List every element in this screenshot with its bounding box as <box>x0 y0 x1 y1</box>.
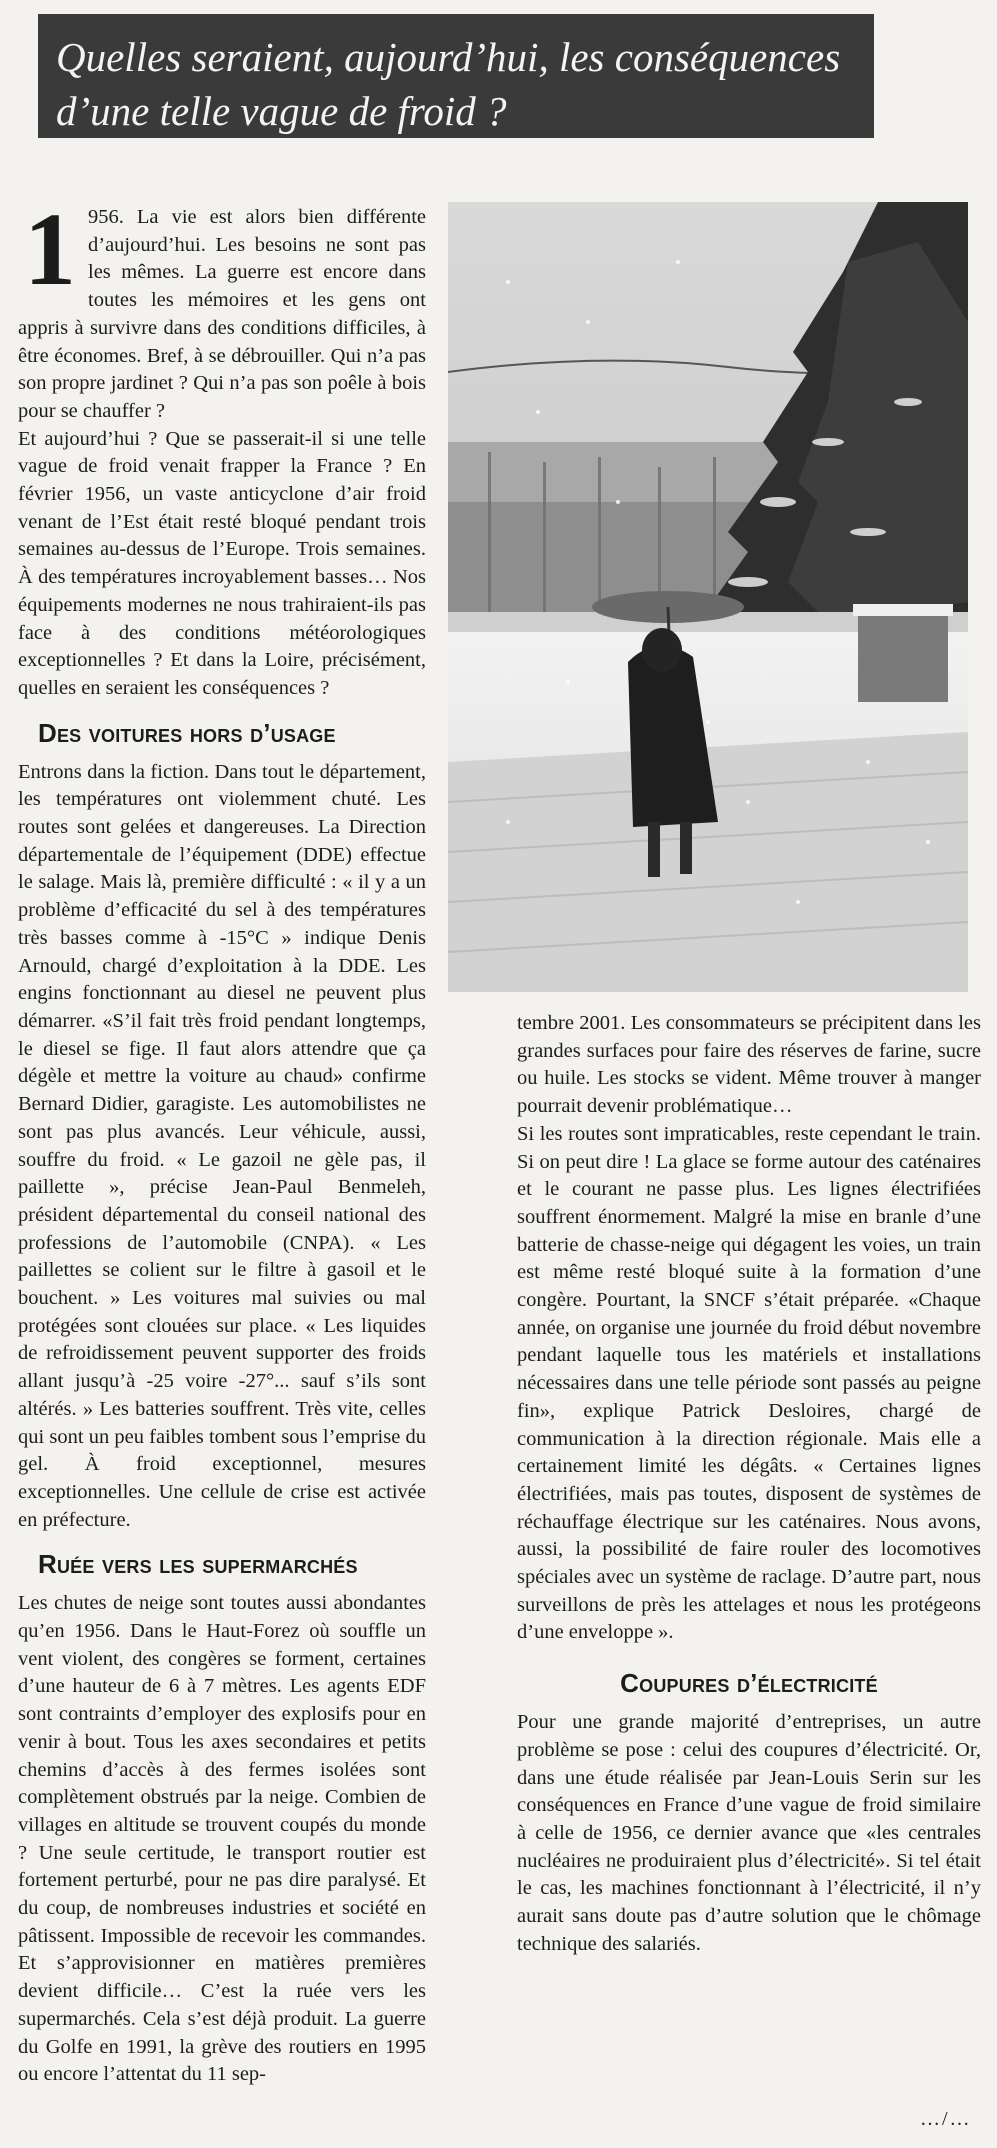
intro-paragraph-2: Et aujourd’hui ? Que se passerait-il si une telle vague de froid venait frapper la France ? En février 1956, un vaste anticyclone d’air froid venant de l’Est était resté bloqué pendant trois semaines au-dessus de l’Europe. Trois semaines. À des températures incroyablement basses… Nos équipements modernes ne nous trahiraient-ils pas face à des conditions météorologiques exceptionnelles ? Et dans la Loire, précisément, quelles en seraient les conséquences ? <box>18 427 426 699</box>
section-heading-cars: Des voitures hors d’usage <box>38 717 336 748</box>
section-body-cars: Entrons dans la fiction. Dans tout le département, les températures ont violemment chuté. Les routes sont gelées et dangereuses. La Direction départementale de l’équipement (DDE) effectue le salage. Mais là, première difficulté : « il y a un problème d’efficacité du sel à des températures très basses comme à -15°C » indique Denis Arnould, chargé d’exploitation à la DDE. Les engins fonctionnant au diesel ne peuvent plus démarrer. «S’il fait très froid pendant longtemps, le diesel se fige. Il faut alors attendre que ça dégèle et mettre la voiture au chaud» confirme Bernard Didier, garagiste. Les automobilistes ne sont pas plus avancés. Leur véhicule, aussi, souffre du froid. « Le gazoil ne gèle pas, il paillette », précise Jean-Paul Benmeleh, président départemental du conseil national des professions de l’automobile (CNPA). « Les paillettes se colient sur le filtre à gasoil et le bouchent. » Les voitures mal suivies ou mal protégées sont clouées sur place. « Les liquides de refroidissement peuvent supporter des froids allant jusqu’à -25 voire -27°... sauf s’ils sont altérés. » Les batteries souffrent. Très vite, celles qui sont un peu faibles tombent sous l’emprise du gel. À froid exceptionnel, mesures exceptionnelles. Une cellule de crise est activée en préfecture. <box>18 760 426 1531</box>
headline-banner <box>38 14 874 138</box>
intro-paragraph-1: 1956. La vie est alors bien différente d’aujourd’hui. Les besoins ne sont pas les mêmes. La guerre est encore dans toutes les mémoires et les gens ont appris à survivre dans des conditions difficiles, à être économes. Bref, à se débrouiller. Qui n’a pas son propre jardinet ? Qui n’a pas son poêle à bois pour se chauffer ? <box>18 192 426 422</box>
right-column <box>517 1010 981 1959</box>
section-heading-supermarkets: Ruée vers les supermarchés <box>38 1549 358 1580</box>
section-body-electricity: Pour une grande majorité d’entreprises, un autre problème se pose : celui des coupures d’électricité. Or, dans une étude réalisée par Jean-Louis Serin sur les conséquences en France d’une vague de froid similaire à celle de 1956, ce dernier avance que «les centrales nucléaires ne produiraient plus d’électricité». Si tel était le cas, les machines fonctionnant à l’électricité, il n’y aurait sans doute pas d’autre solution que le chômage technique des salariés. <box>517 1711 981 1955</box>
snow-scene-illustration <box>448 202 968 992</box>
section-body-supermarkets: Les chutes de neige sont toutes aussi abondantes qu’en 1956. Dans le Haut-Forez où souffle un vent violent, des congères se forment, certaines d’une hauteur de 6 à 7 mètres. Les agents EDF sont contraints d’employer des explosifs pour en venir à bout. Tous les axes secondaires et petits chemins d’accès à des fermes isolées sont complètement obstrués par la neige. Combien de villages en altitude se trouvent coupés du monde ? Une seule certitude, le transport routier est fortement perturbé, pour ne pas dire paralysé. Et du coup, de nombreuses industries et société en pâtissent. Impossible de recevoir les commandes. Et s’approvisionner en matières premières devient difficile… C’est la ruée vers les supermarchés. Cela s’est déjà produit. La guerre du Golfe en 1991, la grève des routiers en 1995 ou encore l’attentat du 11 sep- <box>18 1592 426 2086</box>
section-body-supermarkets-continued: tembre 2001. Les consommateurs se précipitent dans les grandes surfaces pour faire des réserves de farine, sucre ou huile. Les stocks se vident. Même trouver à manger pourrait devenir problématique… <box>517 1012 981 1118</box>
section-body-trains: Si les routes sont impraticables, reste cependant le train. Si on peut dire ! La glace se forme autour des caténaires et le courant ne passe plus. Les lignes électrifiées souffrent énormement. Malgré la mise en branle d’une batterie de chasse-neige qui dégagent les voies, un train est même resté bloqué suite à la formation d’une congère. Pourtant, la SNCF s’était préparée. «Chaque année, on organise une journée du froid début novembre pendant laquelle tous les matériels et installations nécessaires dans une telle période sont passés au peigne fin», explique Patrick Desloires, chargé de communication à la direction régionale. Mais elle a certainement limité les dégâts. « Certaines lignes électrifiées, mais pas toutes, disposent de systèmes de réchauffage électrique sur les caténaires. Nous avons, aussi, la possibilité de faire rouler des locomotives spéciales avec un système de raclage. D’autre part, nous surveillons de près les attelages et nous les protégeons d’une enveloppe ». <box>517 1122 981 1644</box>
left-column <box>18 192 426 2089</box>
snow-scene-photo <box>448 202 968 992</box>
headline: Quelles seraient, aujourd’hui, les conséquences d’une telle vague de froid ? <box>56 34 841 134</box>
continuation-mark: …/… <box>920 2108 972 2130</box>
section-heading-electricity: Coupures d’électricité <box>620 1668 878 1699</box>
